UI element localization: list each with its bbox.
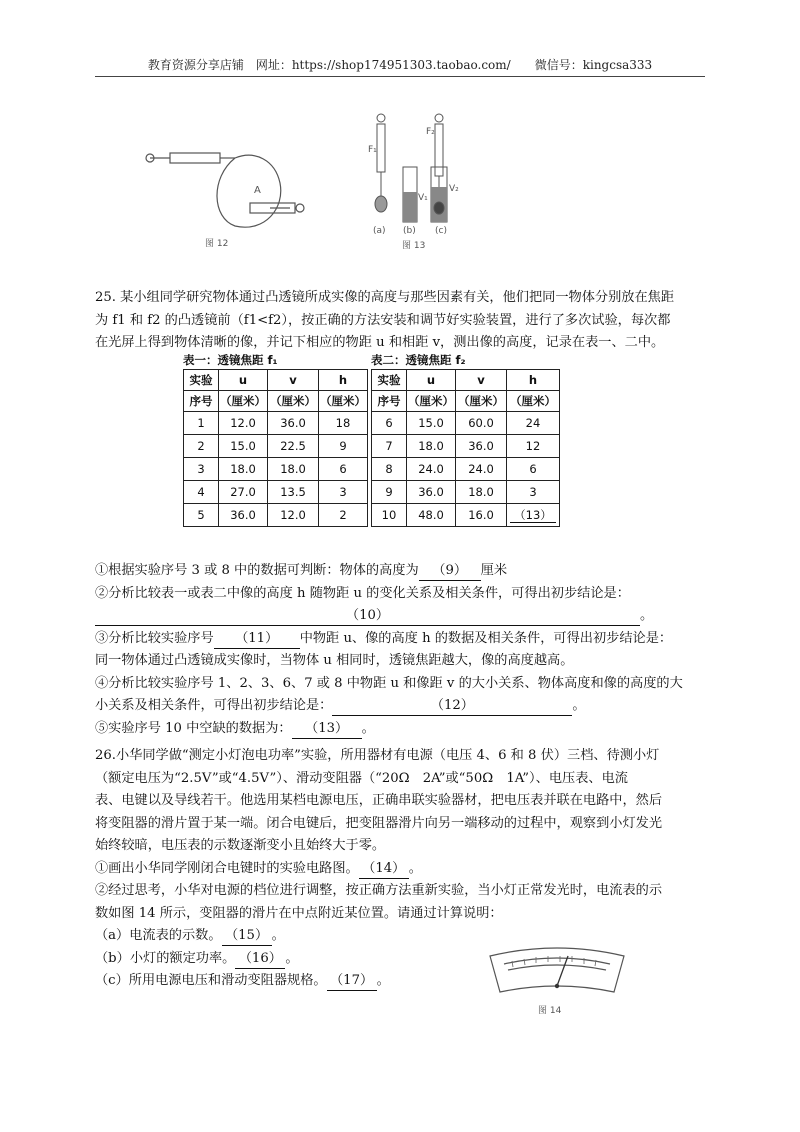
table-row — [184, 481, 368, 504]
table-cell: 18.0 — [456, 481, 507, 504]
figure-12 — [140, 108, 315, 243]
answer-blank-13: （13） — [292, 720, 362, 739]
table-cell — [507, 504, 560, 527]
table-header-cell: h — [319, 370, 368, 391]
q26-sub-c-text: （c）所用电源电压和滑动变阻器规格。 — [95, 973, 327, 988]
answer-blank-16: （16） — [235, 950, 285, 969]
q26-sub-a-end: 。 — [271, 928, 285, 943]
table-cell: 2 — [319, 504, 368, 527]
q26-sub-b-end: 。 — [285, 950, 299, 966]
q25-sub-5-text: ⑤实验序号 10 中空缺的数据为： — [95, 720, 292, 736]
table-cell: 9 — [319, 435, 368, 458]
table-cell: 12.0 — [219, 412, 268, 435]
q25-sub-1 — [95, 560, 707, 583]
table-cell: 18 — [319, 412, 368, 435]
q25-sub-4-end: 。 — [572, 698, 586, 713]
table-cell: 12.0 — [268, 504, 319, 527]
table-row — [372, 435, 560, 458]
q25-sub-5-end: 。 — [361, 720, 375, 736]
table-2 — [371, 352, 560, 527]
table-cell: 24.0 — [456, 458, 507, 481]
table-row — [372, 504, 560, 527]
figure-13-sub-c: (c) — [435, 226, 447, 236]
q25-sub-5 — [95, 718, 707, 741]
table-cell: 3 — [184, 458, 219, 481]
table-header-cell: （厘米） — [219, 391, 268, 412]
table-cell: 1 — [184, 412, 219, 435]
table-cell: 36.0 — [456, 435, 507, 458]
table-cell: 24 — [507, 412, 560, 435]
q26-intro-line: 将变阻器的滑片置于某一端。闭合电键后，把变阻器滑片向另一端移动的过程中，观察到小灯发光 — [95, 815, 663, 831]
q26-sub-a-text: （a）电流表的示数。 — [95, 928, 222, 943]
table-cell: 36.0 — [268, 412, 319, 435]
table-cell: 18.0 — [407, 435, 456, 458]
figure-12-caption: 图 12 — [205, 239, 229, 249]
answer-blank-14: （14） — [359, 860, 409, 879]
table-cell: 7 — [372, 435, 407, 458]
figure-13-label-v1: V₁ — [418, 193, 428, 203]
q26-intro-line: （额定电压为“2.5V”或“4.5V”）、滑动变阻器（“20Ω 2A”或“50Ω 1A”）、电压表、电流 — [95, 770, 628, 786]
figure-13 — [365, 112, 475, 237]
table-header-cell: （厘米） — [456, 391, 507, 412]
table-1 — [183, 352, 368, 527]
figure-13-sub-b: (b) — [403, 226, 416, 236]
q25-intro-line: 25. 某小组同学研究物体通过凸透镜所成实像的高度与那些因素有关，他们把同一物体分别放在焦距 — [95, 290, 675, 305]
q26-sub-b-text: （b）小灯的额定功率。 — [95, 950, 236, 966]
answer-blank-9: （9） — [419, 562, 481, 581]
table-header-cell: v — [268, 370, 319, 391]
table-cell: 6 — [372, 412, 407, 435]
table-cell: 60.0 — [456, 412, 507, 435]
answer-blank-12: （12） — [332, 697, 572, 716]
q26-intro-line: 表、电键以及导线若干。他选用某档电源电压，正确串联实验器材，把电压表并联在电路中，然后 — [95, 793, 663, 808]
table-cell: 10 — [372, 504, 407, 527]
table-header-cell: （厘米） — [507, 391, 560, 412]
figure-13-caption: 图 13 — [402, 241, 426, 251]
table-row — [184, 435, 368, 458]
table-1-title: 表一：透镜焦距 f₁ — [183, 353, 278, 367]
table-cell: 36.0 — [219, 504, 268, 527]
table-header-cell: v — [456, 370, 507, 391]
table-2-title: 表二：透镜焦距 f₂ — [371, 353, 466, 367]
table-header-cell: 实验 — [372, 370, 407, 391]
figure-13-label-f2: F₂ — [426, 127, 435, 137]
table-header-cell: 序号 — [372, 391, 407, 412]
table-header-cell: （厘米） — [319, 391, 368, 412]
table-header-cell: 序号 — [184, 391, 219, 412]
table-cell: 15.0 — [219, 435, 268, 458]
q26-intro-line: 26.小华同学做“测定小灯泡电功率”实验，所用器材有电源（电压 4、6 和 8 伏）三档、待测小灯 — [95, 748, 660, 763]
table-cell: 22.5 — [268, 435, 319, 458]
q26-sub-c-end: 。 — [376, 973, 390, 988]
table-cell: 3 — [507, 481, 560, 504]
table-header-cell: 实验 — [184, 370, 219, 391]
table-cell: 3 — [319, 481, 368, 504]
table-row — [372, 412, 560, 435]
q26-sub-1-text: ①画出小华同学刚闭合电键时的实验电路图。 — [95, 860, 359, 876]
table-cell: 9 — [372, 481, 407, 504]
q25-intro-line: 在光屏上得到物体清晰的像，并记下相应的物距 u 和相距 v，测出像的高度，记录在表一、二中。 — [95, 335, 665, 350]
table-row — [184, 504, 368, 527]
table-cell: 2 — [184, 435, 219, 458]
q25-questions — [95, 560, 707, 740]
q26-sub-2: 数如图 14 所示，变阻器的滑片在中点附近某位置。请通过计算说明： — [95, 905, 503, 921]
q26-sub-2: ②经过思考，小华对电源的档位进行调整，按正确方法重新实验，当小灯正常发光时，电流表的示 — [95, 883, 663, 898]
table-cell: 24.0 — [407, 458, 456, 481]
q25-sub-2-end: 。 — [640, 608, 654, 623]
table-cell: 48.0 — [407, 504, 456, 527]
answer-blank-13: （13） — [510, 508, 556, 523]
q25-sub-1-unit: 厘米 — [480, 563, 508, 578]
table-cell: 8 — [372, 458, 407, 481]
answer-blank-11: （11） — [214, 630, 300, 649]
header-rule — [95, 76, 705, 77]
q25-sub-3 — [95, 628, 707, 651]
q25-sub-3-line2: 同一物体通过凸透镜成实像时，当物体 u 相同时，透镜焦距越大，像的高度越高。 — [95, 653, 574, 668]
q26-intro-line: 始终较暗，电压表的示数逐渐变小且始终大于零。 — [95, 838, 386, 853]
table-cell: 13.5 — [268, 481, 319, 504]
q25-sub-3-text: ③分析比较实验序号 — [95, 630, 214, 646]
table-cell: 36.0 — [407, 481, 456, 504]
table-header-cell: h — [507, 370, 560, 391]
q25-intro — [95, 287, 707, 355]
figure-13-label-v2: V₂ — [449, 184, 459, 194]
q26-sub-1 — [95, 858, 707, 881]
table-cell: 18.0 — [219, 458, 268, 481]
table-cell: 12 — [507, 435, 560, 458]
table-cell: 4 — [184, 481, 219, 504]
q25-sub-4-line2 — [95, 695, 707, 718]
q25-sub-4: ④分析比较实验序号 1、2、3、6、7 或 8 中物距 u 和像距 v 的大小关系、物体高度和像的高度的大 — [95, 675, 683, 691]
figure-14-caption: 图 14 — [538, 1006, 562, 1016]
table-row — [372, 481, 560, 504]
figure-14-ammeter — [482, 942, 632, 1000]
answer-blank-17: （17） — [327, 972, 377, 991]
answer-blank-15: （15） — [222, 927, 272, 946]
table-cell: 5 — [184, 504, 219, 527]
q25-sub-1-text: ①根据实验序号 3 或 8 中的数据可判断：物体的高度为 — [95, 563, 419, 578]
table-header-cell: u — [219, 370, 268, 391]
q26-sub-1-end: 。 — [408, 860, 422, 876]
table-row — [184, 412, 368, 435]
table-cell: 18.0 — [268, 458, 319, 481]
q25-sub-2: ②分析比较表一或表二中像的高度 h 随物距 u 的变化关系及相关条件，可得出初步结论是： — [95, 585, 630, 601]
table-header-cell: （厘米） — [268, 391, 319, 412]
page-header: 教育资源分享店铺 网址：https://shop174951303.taobao.com/ 微信号：kingcsa333 — [147, 58, 653, 72]
q25-intro-line: 为 f1 和 f2 的凸透镜前（f1<f2），按正确的方法安装和调节好实验装置，进行了多次试验，每次都 — [95, 312, 671, 328]
table-cell: 6 — [507, 458, 560, 481]
q25-sub-2-answer — [95, 605, 707, 628]
figure-12-label-a: A — [254, 185, 261, 196]
table-cell: 27.0 — [219, 481, 268, 504]
table-header-cell: （厘米） — [407, 391, 456, 412]
table-cell: 16.0 — [456, 504, 507, 527]
figure-13-sub-a: (a) — [373, 226, 386, 236]
table-cell: 15.0 — [407, 412, 456, 435]
q25-sub-3-text: 中物距 u、像的高度 h 的数据及相关条件，可得出初步结论是： — [299, 630, 673, 646]
table-row — [184, 458, 368, 481]
answer-blank-10: （10） — [95, 607, 640, 626]
table-cell: 6 — [319, 458, 368, 481]
figure-13-label-f1: F₁ — [368, 145, 377, 155]
q25-sub-4-text: 小关系及相关条件，可得出初步结论是： — [95, 698, 333, 713]
table-header-cell: u — [407, 370, 456, 391]
table-row — [372, 458, 560, 481]
